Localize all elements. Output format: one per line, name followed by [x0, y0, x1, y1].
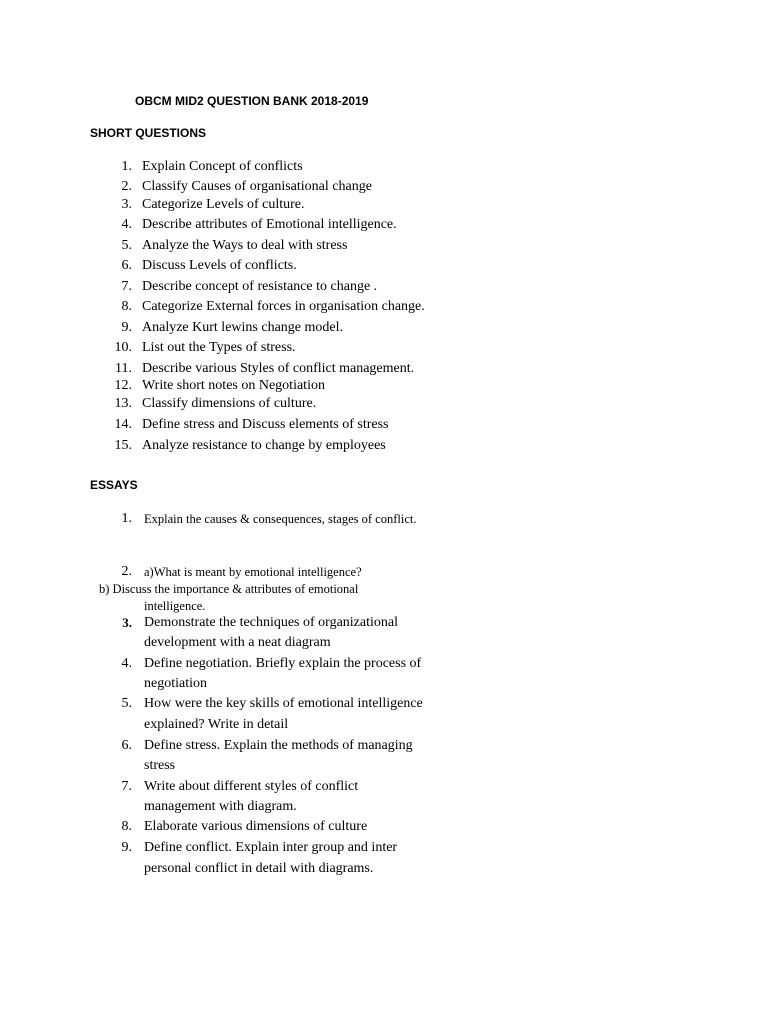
item-text: Classify dimensions of culture. [142, 396, 317, 411]
item-text: Describe concept of resistance to change . [142, 279, 378, 294]
item-number: 9. [121, 840, 132, 855]
item-text: management with diagram. [144, 799, 297, 814]
item-text: Classify Causes of organisational change [142, 179, 372, 194]
item-text: Define stress and Discuss elements of stress [142, 417, 389, 432]
item-text: stress [144, 758, 176, 773]
item-number: 8. [121, 819, 132, 834]
item-text: a)What is meant by emotional intelligence? [144, 565, 362, 579]
item-text: b) Discuss the importance & attributes of emotional [99, 582, 359, 596]
section-heading-short-questions: SHORT QUESTIONS [90, 126, 207, 140]
item-text: Define conflict. Explain inter group and inter [144, 840, 398, 855]
section-heading-essays: ESSAYS [90, 478, 138, 492]
item-text: Explain Concept of conflicts [142, 159, 303, 174]
item-number: 3. [122, 615, 132, 630]
item-text: development with a neat diagram [144, 635, 331, 650]
item-text: Analyze Kurt lewins change model. [142, 320, 343, 335]
item-text: How were the key skills of emotional intelligence [144, 696, 423, 711]
item-text: Write about different styles of conflict [144, 779, 359, 794]
item-number: 14. [114, 417, 132, 432]
item-number: 1. [121, 511, 132, 526]
item-number: 2. [121, 179, 132, 194]
item-number: 12. [114, 378, 132, 393]
item-text: Define negotiation. Briefly explain the process of [144, 656, 422, 671]
item-number: 5. [121, 696, 132, 711]
item-number: 2. [121, 564, 132, 579]
item-number: 4. [121, 656, 132, 671]
item-number: 6. [121, 258, 132, 273]
item-number: 13. [114, 396, 132, 411]
item-number: 8. [121, 299, 132, 314]
item-number: 11. [115, 361, 132, 376]
item-text: intelligence. [144, 599, 206, 613]
item-text: Write short notes on Negotiation [142, 378, 325, 393]
item-text: Analyze the Ways to deal with stress [142, 238, 348, 253]
item-text: Describe attributes of Emotional intelligence. [142, 217, 397, 232]
item-text: Describe various Styles of conflict management. [142, 361, 415, 376]
item-number: 5. [121, 238, 132, 253]
item-text: Explain the causes & consequences, stages of conflict. [144, 512, 417, 526]
item-text: Categorize Levels of culture. [142, 197, 305, 212]
item-number: 15. [114, 438, 132, 453]
item-text: Demonstrate the techniques of organizational [144, 615, 398, 630]
item-number: 7. [121, 779, 132, 794]
item-text: List out the Types of stress. [142, 340, 296, 355]
item-number: 10. [114, 340, 132, 355]
item-number: 6. [121, 738, 132, 753]
item-number: 7. [121, 279, 132, 294]
item-text: personal conflict in detail with diagrams. [144, 861, 374, 876]
item-text: Analyze resistance to change by employees [142, 438, 386, 453]
item-number: 1. [121, 159, 132, 174]
item-text: Categorize External forces in organisation change. [142, 299, 425, 314]
item-number: 3. [121, 197, 132, 212]
page-title: OBCM MID2 QUESTION BANK 2018-2019 [135, 94, 369, 108]
item-text: Elaborate various dimensions of culture [144, 819, 368, 834]
item-text: Discuss Levels of conflicts. [142, 258, 297, 273]
item-text: negotiation [144, 676, 207, 691]
item-number: 4. [121, 217, 132, 232]
item-text: explained? Write in detail [144, 717, 289, 732]
item-number: 9. [121, 320, 132, 335]
item-text: Define stress. Explain the methods of managing [144, 738, 413, 753]
